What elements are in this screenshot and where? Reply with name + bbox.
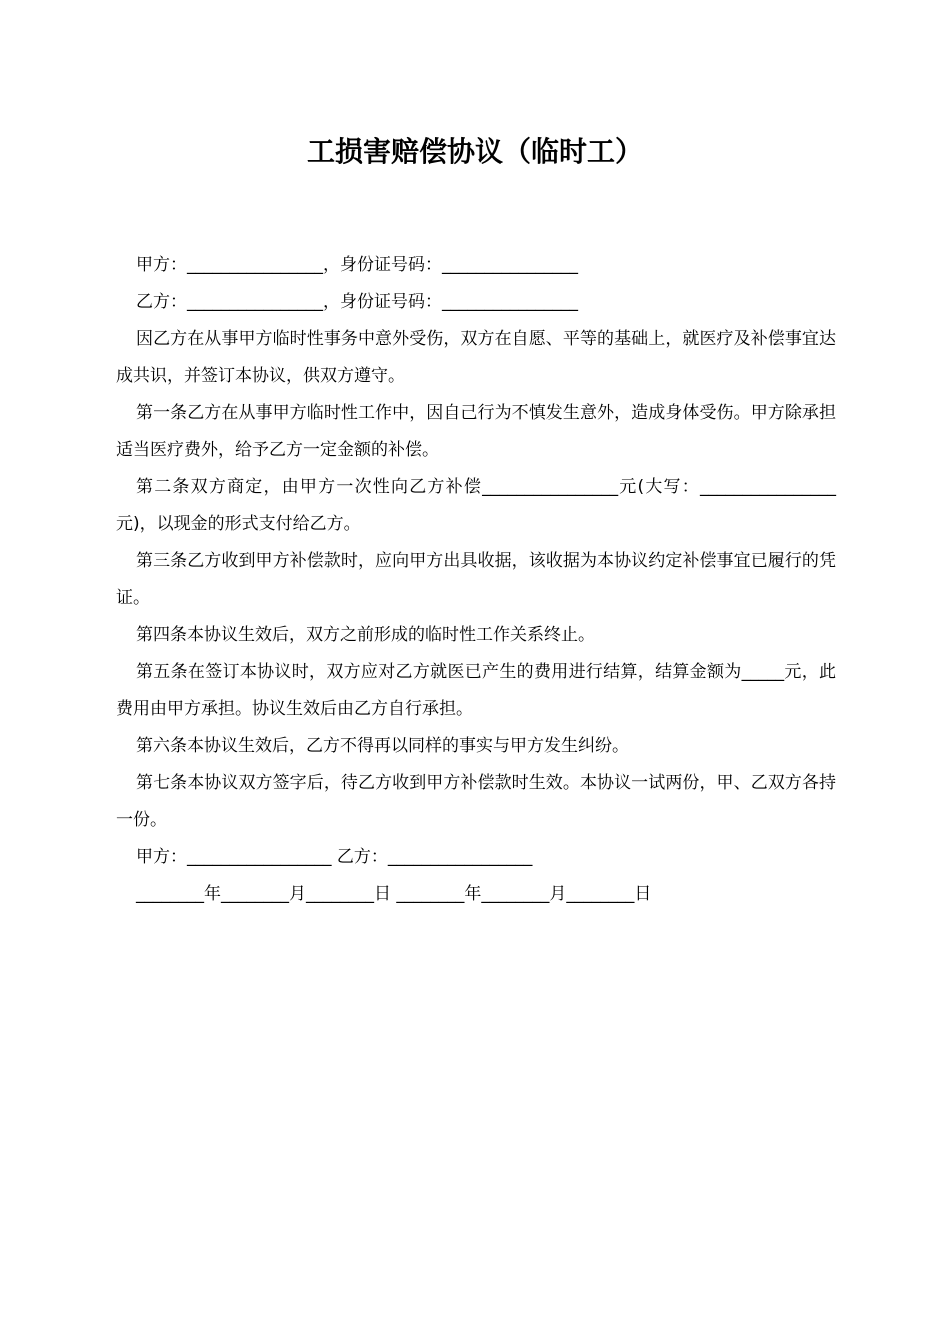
article-2: 第二条双方商定，由甲方一次性向乙方补偿________________元(大写：________________元)，以现金的形式支付给乙方。 [116, 477, 836, 534]
article-5: 第五条在签订本协议时，双方应对乙方就医已产生的费用进行结算，结算金额为_____元，此费用由甲方承担。协议生效后由乙方自行承担。 [116, 662, 836, 719]
preamble-paragraph: 因乙方在从事甲方临时性事务中意外受伤，双方在自愿、平等的基础上，就医疗及补偿事宜达成共识，并签订本协议，供双方遵守。 [116, 329, 836, 386]
article-1: 第一条乙方在从事甲方临时性工作中，因自己行为不慎发生意外，造成身体受伤。甲方除承担适当医疗费外，给予乙方一定金额的补偿。 [116, 403, 836, 460]
document-body [116, 247, 836, 913]
date-line: ________年________月________日 ________年________月________日 [136, 884, 652, 904]
party-a-line: 甲方：________________，身份证号码：________________ [136, 255, 578, 275]
article-3: 第三条乙方收到甲方补偿款时，应向甲方出具收据，该收据为本协议约定补偿事宜已履行的凭证。 [116, 551, 836, 608]
article-6: 第六条本协议生效后，乙方不得再以同样的事实与甲方发生纠纷。 [136, 736, 629, 756]
article-7: 第七条本协议双方签字后，待乙方收到甲方补偿款时生效。本协议一试两份，甲、乙双方各持一份。 [116, 773, 836, 830]
signature-line: 甲方：_________________ 乙方：_________________ [136, 847, 533, 867]
party-b-line: 乙方：________________，身份证号码：________________ [136, 292, 578, 312]
article-4: 第四条本协议生效后，双方之前形成的临时性工作关系终止。 [136, 625, 595, 645]
document-title: 工损害赔偿协议（临时工） [306, 135, 643, 168]
